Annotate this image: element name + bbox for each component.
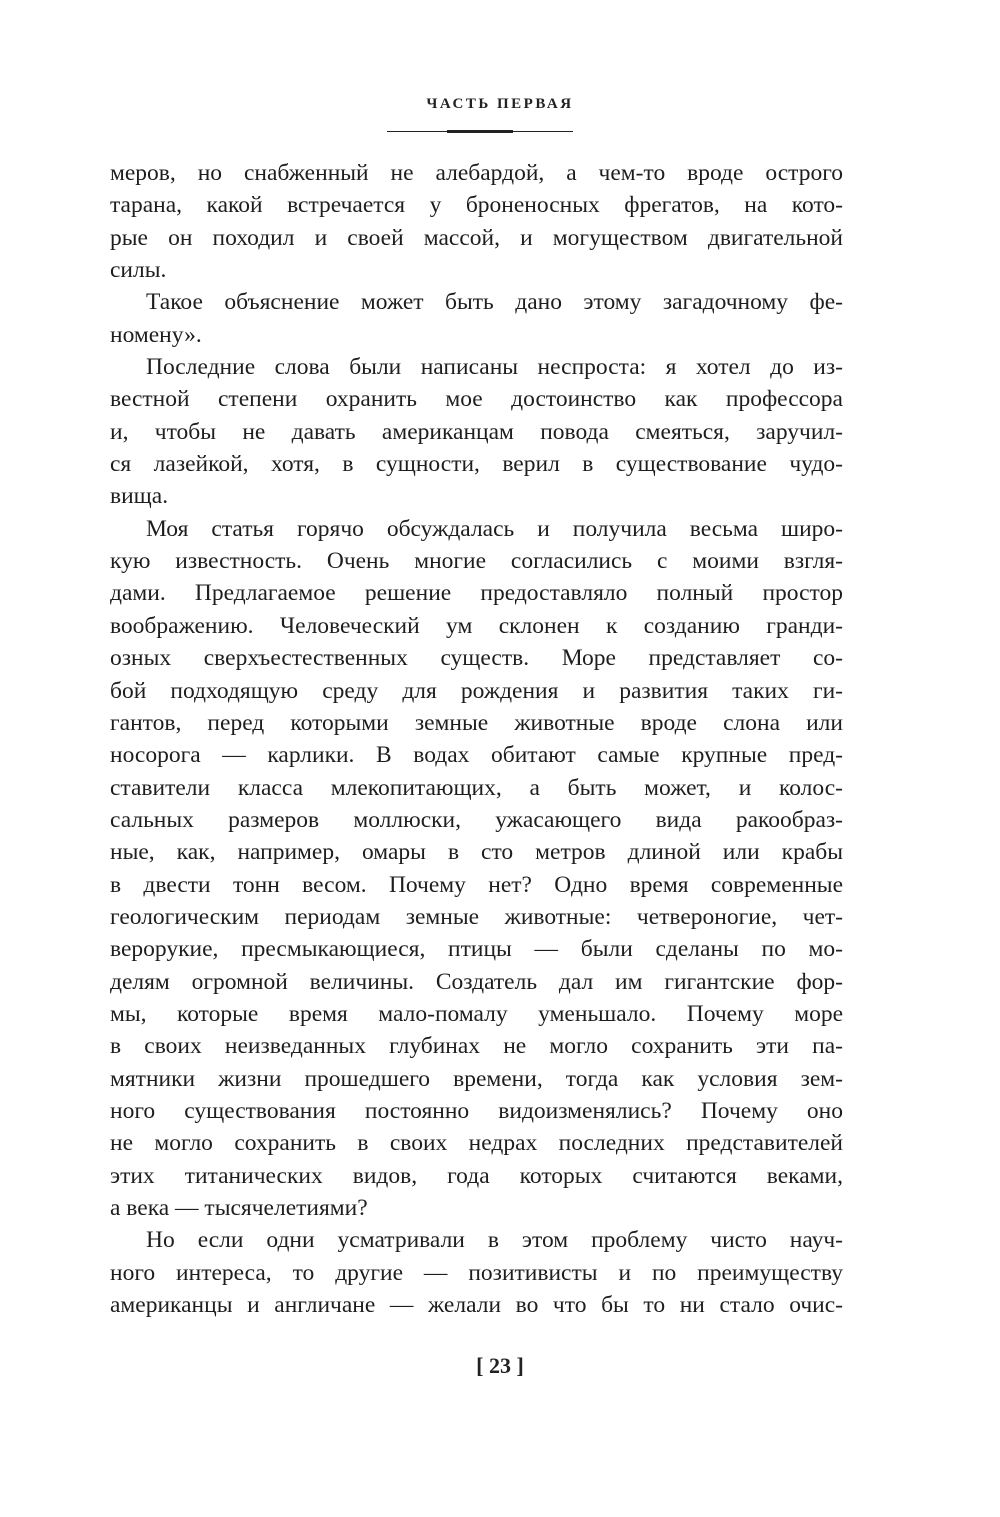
paragraph: [110, 351, 843, 513]
paragraph: [110, 157, 843, 286]
text-line: вестной степени охранить мое достоинство как профессора: [110, 386, 843, 413]
text-line: тарана, какой встречается у броненосных фрегатов, на кото-: [110, 192, 843, 219]
text-line: а века — тысячелетиями?: [110, 1195, 368, 1221]
text-line: воображению. Человеческий ум склонен к созданию гранди-: [110, 612, 843, 639]
text-line: ного интереса, то другие — позитивисты и по преимуществу: [110, 1259, 843, 1286]
text-line: озных сверхъестественных существ. Море представляет со-: [110, 645, 843, 672]
text-line: Но если одни усматривали в этом проблему чисто науч-: [146, 1227, 843, 1254]
text-line: ные, как, например, омары в сто метров длиной или крабы: [110, 839, 843, 866]
text-line: американцы и англичане — желали во что бы то ни стало очис-: [110, 1292, 843, 1319]
text-line: в своих неизведанных глубинах не могло сохранить эти па-: [110, 1033, 843, 1060]
text-line: ся лазейкой, хотя, в сущности, верил в существование чудо-: [110, 451, 843, 478]
text-line: Моя статья горячо обсуждалась и получила весьма широ-: [146, 515, 843, 542]
page-number: [ 23 ]: [476, 1353, 524, 1378]
text-line: бой подходящую среду для рождения и развития таких ги-: [110, 677, 843, 704]
text-line: мятники жизни прошедшего времени, тогда как условия зем-: [110, 1065, 843, 1092]
text-line: носорога — карлики. В водах обитают самые крупные пред-: [110, 742, 843, 769]
text-line: ставители класса млекопитающих, а быть может, и колос-: [110, 774, 843, 801]
text-line: делям огромной величины. Создатель дал им гигантские фор-: [110, 968, 843, 995]
text-line: Такое объяснение может быть дано этому загадочному фе-: [146, 289, 843, 316]
text-line: дами. Предлагаемое решение предоставляло полный простор: [110, 580, 843, 607]
text-line: верорукие, пресмыкающиеся, птицы — были сделаны по мо-: [110, 936, 843, 963]
text-line: не могло сохранить в своих недрах последних представителей: [110, 1130, 843, 1157]
text-line: номену».: [110, 321, 202, 348]
text-line: вища.: [110, 483, 169, 510]
text-line: ного существования постоянно видоизменялись? Почему оно: [110, 1097, 843, 1124]
text-line: этих титанических видов, года которых считаются веками,: [110, 1162, 843, 1189]
page-body-text: [110, 157, 843, 1321]
text-line: рые он походил и своей массой, и могуществом двигательной: [110, 224, 843, 251]
text-line: Последние слова были написаны неспроста: я хотел до из-: [146, 354, 843, 381]
text-line: и, чтобы не давать американцам повода смеяться, заручил-: [110, 418, 843, 445]
text-line: в двести тонн весом. Почему нет? Одно время современные: [110, 871, 843, 898]
text-line: силы.: [110, 257, 167, 284]
text-line: сальных размеров моллюски, ужасающего вида ракообраз-: [110, 806, 843, 833]
text-line: гантов, перед которыми земные животные вроде слона или: [110, 709, 843, 736]
paragraph: [110, 286, 843, 351]
running-header: ЧАСТЬ ПЕРВАЯ: [426, 96, 574, 112]
header-divider-accent: [447, 130, 513, 133]
paragraph: [110, 513, 843, 1225]
text-line: кую известность. Очень многие согласились с моими взгля-: [110, 548, 843, 575]
text-line: меров, но снабженный не алебардой, а чем-то вроде острого: [110, 160, 843, 186]
paragraph: [110, 1224, 843, 1321]
text-line: мы, которые время мало-помалу уменьшало. Почему море: [110, 1000, 843, 1027]
text-line: геологическим периодам земные животные: четвероногие, чет-: [110, 903, 843, 930]
